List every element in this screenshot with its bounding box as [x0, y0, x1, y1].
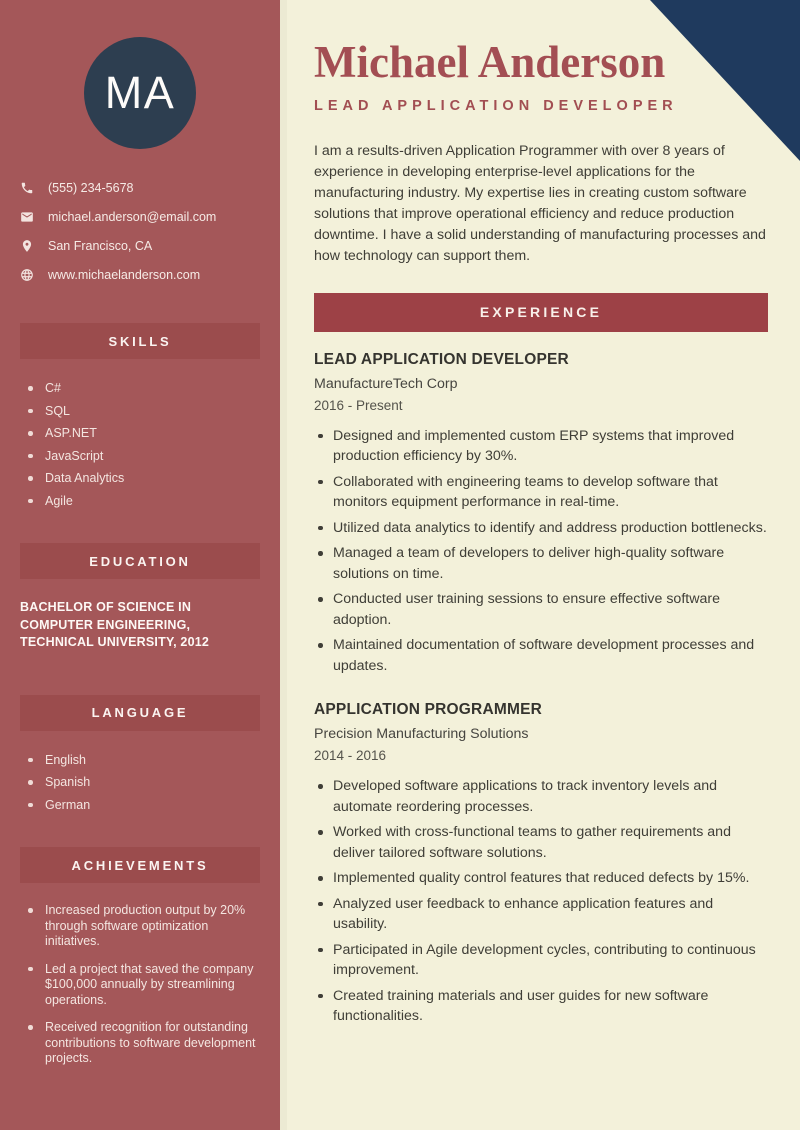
- corner-triangle-decoration: [650, 0, 800, 161]
- achievement-text: Led a project that saved the company $100,000 annually by streamlining operations.: [45, 961, 254, 1007]
- job-dates: 2014 - 2016: [314, 748, 387, 763]
- job-bullet-text: Managed a team of developers to deliver high-quality software solutions on time.: [333, 545, 725, 582]
- contact-location: [20, 238, 260, 253]
- job-entry: [314, 701, 768, 1027]
- contact-website-text: www.michaelanderson.com: [48, 267, 201, 282]
- summary-paragraph: I am a results-driven Application Programmer with over 8 years of experience in developing enterprise-level applications for the manufacturing industry. My expertise lies in creating custom software solutions that improve operational efficiency and reduce production downtime. I have a solid understanding of manufacturing processes and how technology can support them.: [314, 142, 766, 264]
- skill-item: [26, 494, 260, 509]
- job-bullet-text: Maintained documentation of software development processes and updates.: [333, 637, 755, 674]
- location-icon: [20, 238, 35, 253]
- job-bullet: [314, 543, 768, 584]
- skill-label: Agile: [45, 493, 73, 508]
- email-icon: [20, 209, 35, 224]
- job-bullet: [314, 776, 768, 817]
- contact-email: [20, 209, 260, 224]
- skill-label: SQL: [45, 403, 71, 418]
- skill-item: [26, 471, 260, 486]
- resume-main: [280, 0, 800, 1130]
- contact-location-text: San Francisco, CA: [48, 238, 153, 253]
- skill-item: [26, 449, 260, 464]
- contact-website: [20, 267, 260, 282]
- language-list: [20, 753, 260, 813]
- bullet-dot-icon: [28, 476, 33, 481]
- contact-phone: [20, 180, 260, 195]
- resume-sidebar: [0, 0, 280, 1130]
- avatar-initials: MA: [104, 67, 176, 118]
- skill-item: [26, 381, 260, 396]
- skill-label: Data Analytics: [45, 471, 125, 485]
- headline-job-title: LEAD APPLICATION DEVELOPER: [314, 97, 678, 114]
- job-bullet-text: Created training materials and user guides for new software functionalities.: [333, 987, 709, 1024]
- bullet-dot-icon: [28, 409, 33, 414]
- achievement-text: Received recognition for outstanding contributions to software development projects.: [45, 1020, 256, 1065]
- contact-section: [20, 180, 260, 282]
- job-bullet-text: Analyzed user feedback to enhance application features and usability.: [333, 895, 714, 932]
- job-dates: 2016 - Present: [314, 397, 403, 413]
- achievements-list: [20, 903, 260, 1067]
- skills-list: [20, 381, 260, 508]
- job-bullets: [314, 776, 768, 1027]
- job-bullet: [314, 868, 768, 889]
- achievement-item: [26, 903, 260, 950]
- job-bullet: [314, 635, 768, 676]
- bullet-dot-icon: [28, 499, 33, 504]
- achievement-item: [26, 1020, 260, 1067]
- job-entry: [314, 351, 768, 677]
- job-bullet-text: Developed software applications to track inventory levels and automate reordering processes.: [333, 778, 718, 815]
- skill-item: [26, 404, 260, 419]
- skill-label: C#: [45, 381, 61, 395]
- job-bullet: [314, 822, 768, 863]
- experience-header-label: EXPERIENCE: [479, 304, 603, 320]
- language-header: [20, 695, 260, 731]
- achievements-header-label: ACHIEVEMENTS: [71, 857, 209, 873]
- avatar: [84, 37, 196, 149]
- language-label: English: [45, 752, 86, 767]
- job-bullet: [314, 472, 768, 513]
- job-bullet-text: Utilized data analytics to identify and address production bottlenecks.: [333, 519, 767, 536]
- job-bullet-text: Implemented quality control features that reduced defects by 15%.: [333, 870, 750, 886]
- bullet-dot-icon: [28, 454, 33, 459]
- achievements-header: [20, 847, 260, 883]
- job-bullet-text: Participated in Agile development cycles, contributing to continuous improvement.: [333, 941, 756, 978]
- skill-item: [26, 426, 260, 441]
- bullet-dot-icon: [28, 967, 33, 972]
- skill-label: JavaScript: [45, 448, 104, 463]
- language-header-label: LANGUAGE: [91, 705, 189, 720]
- job-bullet: [314, 426, 768, 467]
- job-bullets: [314, 426, 768, 677]
- contact-phone-text: (555) 234-5678: [48, 180, 134, 195]
- education-header: [20, 543, 260, 579]
- achievement-item: [26, 962, 260, 1009]
- bullet-dot-icon: [28, 803, 33, 808]
- bullet-dot-icon: [28, 386, 33, 391]
- job-company: Precision Manufacturing Solutions: [314, 726, 529, 742]
- job-role: APPLICATION PROGRAMMER: [314, 701, 542, 718]
- bullet-dot-icon: [28, 758, 33, 763]
- language-label: German: [45, 797, 91, 812]
- globe-icon: [20, 267, 35, 282]
- education-header-label: EDUCATION: [89, 553, 191, 569]
- language-item: [26, 798, 260, 813]
- achievement-text: Increased production output by 20% through software optimization initiatives.: [45, 903, 246, 948]
- language-item: [26, 753, 260, 768]
- job-bullet: [314, 518, 768, 539]
- language-label: Spanish: [45, 775, 91, 789]
- bullet-dot-icon: [28, 431, 33, 436]
- skill-label: ASP.NET: [45, 426, 97, 440]
- job-bullet: [314, 894, 768, 935]
- job-bullet-text: Collaborated with engineering teams to develop software that monitors equipment performance in real-time.: [333, 473, 718, 510]
- experience-header: [314, 293, 768, 332]
- bullet-dot-icon: [28, 908, 33, 913]
- job-bullet-text: Worked with cross-functional teams to gather requirements and deliver tailored software solutions.: [333, 824, 731, 861]
- bullet-dot-icon: [28, 780, 33, 785]
- job-bullet-text: Designed and implemented custom ERP systems that improved production efficiency by 30%.: [333, 427, 735, 464]
- job-bullet: [314, 986, 768, 1027]
- contact-email-text: michael.anderson@email.com: [48, 209, 217, 224]
- job-company: ManufactureTech Corp: [314, 375, 458, 392]
- job-bullet: [314, 589, 768, 630]
- job-bullet-text: Conducted user training sessions to ensure effective software adoption.: [333, 591, 720, 628]
- bullet-dot-icon: [28, 1025, 33, 1030]
- language-item: [26, 775, 260, 790]
- skills-header: [20, 323, 260, 359]
- experience-jobs: [314, 351, 768, 1027]
- education-text: BACHELOR OF SCIENCE IN COMPUTER ENGINEERING, TECHNICAL UNIVERSITY, 2012: [20, 600, 210, 649]
- skills-header-label: SKILLS: [108, 333, 172, 349]
- job-bullet: [314, 940, 768, 981]
- job-role: LEAD APPLICATION DEVELOPER: [314, 350, 569, 368]
- page-title: Michael Anderson: [314, 37, 666, 87]
- phone-icon: [20, 180, 35, 195]
